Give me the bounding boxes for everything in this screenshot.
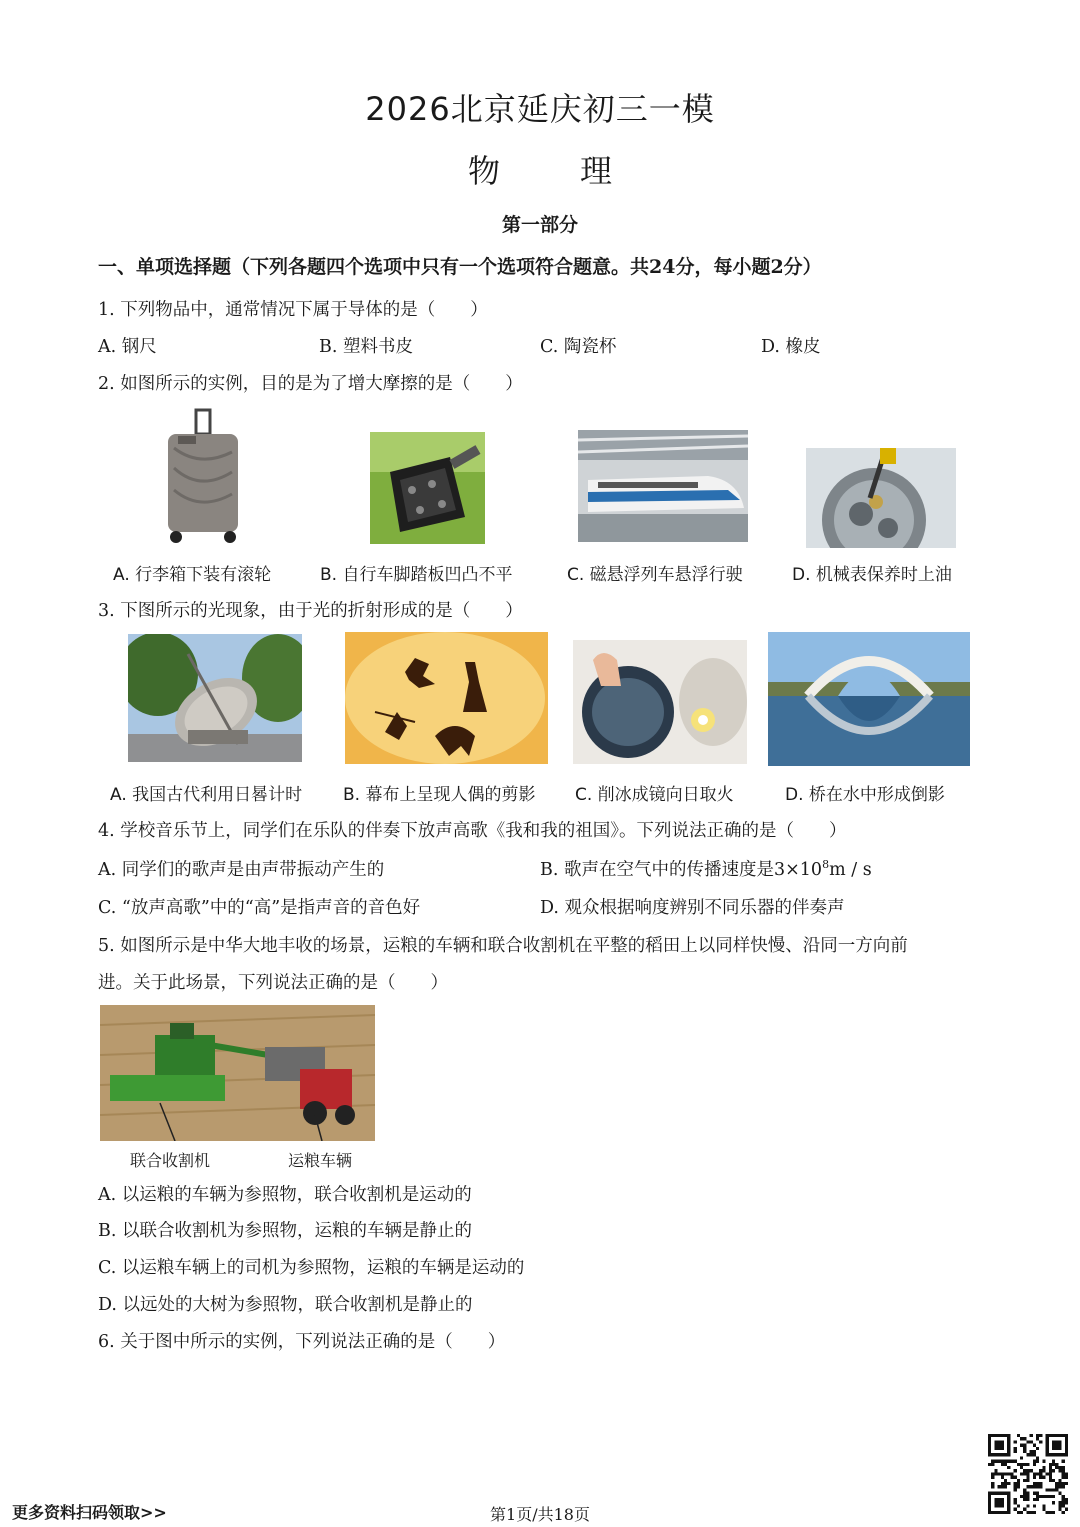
q1-option-c: C. 陶瓷杯 [540,337,617,357]
q1-option-d: D. 橡皮 [761,337,821,357]
ice-lens-image [573,640,747,764]
more-resources-link[interactable]: 更多资料扫码领取>> [12,1503,167,1522]
page-number: 第1页/共18页 [490,1505,590,1524]
q4-option-d: D. 观众根据响度辨别不同乐器的伴奏声 [540,898,845,918]
q4-option-b-exponent: 8 [822,858,830,872]
page-title: 2026北京延庆初三一模 [365,90,715,128]
q1-option-a: A. 钢尺 [98,337,157,357]
q2-option-b: B. 自行车脚踏板凹凸不平 [320,565,513,585]
q5-option-b: B. 以联合收割机为参照物，运粮的车辆是静止的 [98,1221,472,1241]
bike-pedal-image [370,432,485,544]
grain-truck-label: 运粮车辆 [288,1151,353,1170]
q4-option-c: C. “放声高歌”中的“高”是指声音的音色好 [98,898,421,918]
q1-option-b: B. 塑料书皮 [319,337,413,357]
shadow-puppet-image [345,632,548,764]
q3-option-b: B. 幕布上呈现人偶的剪影 [343,785,536,805]
q5-option-d: D. 以远处的大树为参照物，联合收割机是静止的 [98,1295,473,1315]
q3-option-c: C. 削冰成镜向日取火 [575,785,734,805]
q5-option-a: A. 以运粮的车辆为参照物，联合收割机是运动的 [98,1185,472,1205]
q6-stem: 6. 关于图中所示的实例，下列说法正确的是（ ） [98,1332,506,1352]
part-heading: 第一部分 [501,214,578,236]
q5-stem-line1: 5. 如图所示是中华大地丰收的场景，运粮的车辆和联合收割机在平整的稻田上以同样快慢、沿同一方向前 [98,936,908,956]
q4-option-a: A. 同学们的歌声是由声带振动产生的 [98,860,385,880]
subject-char-2: 理 [580,152,613,190]
harvest-scene-image [100,1005,375,1141]
bridge-reflection-image [768,632,970,766]
section-heading: 一、单项选择题（下列各题四个选项中只有一个选项符合题意。共24分，每小题2分） [98,256,822,278]
suitcase-image [160,408,246,544]
q1-stem: 1. 下列物品中，通常情况下属于导体的是（ ） [98,300,488,320]
q2-stem: 2. 如图所示的实例，目的是为了增大摩擦的是（ ） [98,374,523,394]
maglev-train-image [578,430,748,542]
mechanical-watch-image [806,448,956,548]
q5-stem-line2: 进。关于此场景，下列说法正确的是（ ） [98,973,448,993]
subject-char-1: 物 [467,152,500,190]
q4-stem: 4. 学校音乐节上，同学们在乐队的伴奏下放声高歌《我和我的祖国》。下列说法正确的是（ ） [98,821,847,841]
q2-option-a: A. 行李箱下装有滚轮 [113,565,272,585]
q4-option-b-number: 3×10 [774,860,823,880]
q3-option-a: A. 我国古代利用日晷计时 [110,785,303,805]
q2-option-d: D. 机械表保养时上油 [792,565,952,585]
sundial-image [128,634,302,762]
q4-option-b-text: B. 歌声在空气中的传播速度是 [540,860,774,880]
harvester-label: 联合收割机 [130,1151,211,1170]
q2-option-c: C. 磁悬浮列车悬浮行驶 [567,565,743,585]
q3-stem: 3. 下图所示的光现象，由于光的折射形成的是（ ） [98,601,523,621]
subject-title [0,146,1080,192]
q5-option-c: C. 以运粮车辆上的司机为参照物，运粮的车辆是运动的 [98,1258,525,1278]
q4-option-b [540,856,872,881]
q4-option-b-unit: m / s [829,860,872,880]
q3-option-d: D. 桥在水中形成倒影 [785,785,945,805]
